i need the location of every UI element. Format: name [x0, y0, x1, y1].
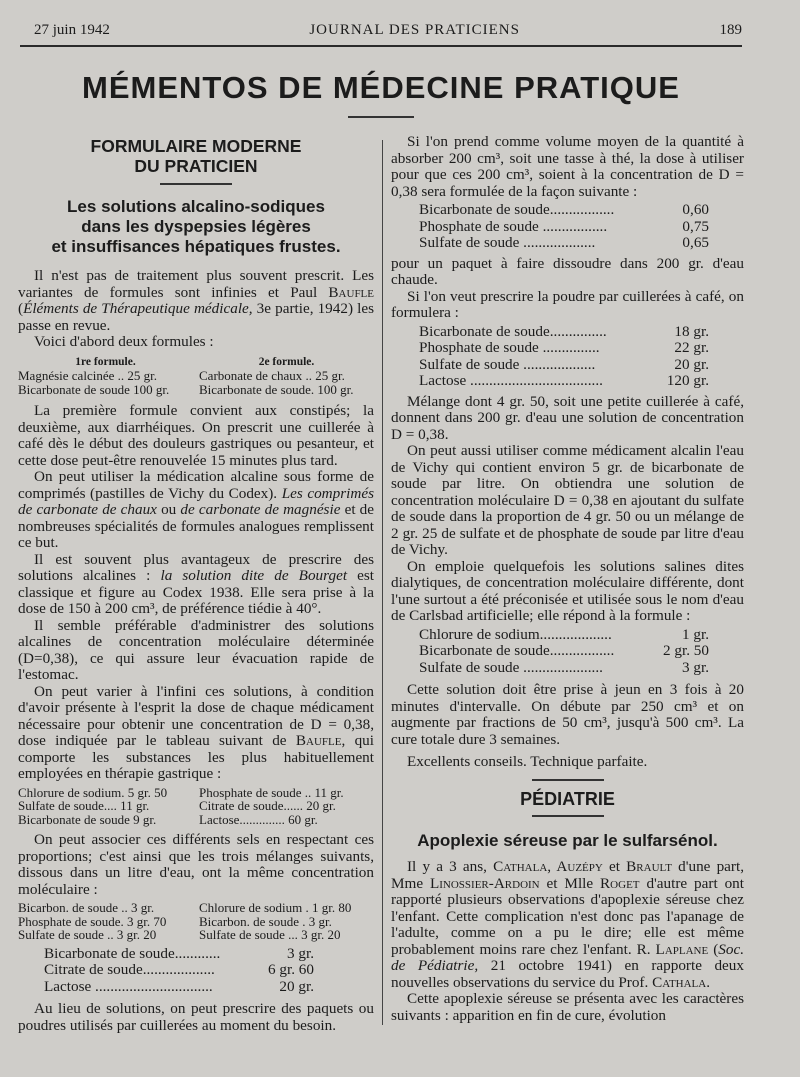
paragraph: On peut associer ces différents sels en respectant ces proportions; c'est ainsi que les trois mélanges suivants, dissous dans un litre d'eau, ont la même concentration moléculaire : [18, 831, 374, 898]
author-name: Baufle [295, 732, 342, 749]
table-cell: Sulfate de soude ... 3 gr. 20 [199, 927, 341, 942]
paragraph: Cette apoplexie séreuse se présenta avec les caractères suivants : apparition en fin de cure, évolution [391, 990, 744, 1024]
formula-row: Bicarbonate de soude............... 18 gr. [419, 322, 709, 340]
concentration-table [18, 786, 374, 827]
table-cell: Bicarbon. de soude . 3 gr. [199, 913, 332, 929]
mixtures-table [18, 901, 374, 942]
table-cell: Bicarbon. de soude .. 3 gr. [18, 900, 155, 915]
formula-row: Sulfate de soude ................... 20 gr. [419, 355, 709, 373]
paragraph: Si l'on prend comme volume moyen de la quantité à absorber 200 cm³, soit une tasse à thé, la dose à utiliser pour que ces 200 cm³, soient à la concentration de D = 0,38 sera formulée de la façon suivante : [391, 133, 744, 200]
paragraph: Cette solution doit être prise à jeun en 3 fois à 20 minutes d'intervalle. On débute par 250 cm³ et on augmente par fractions de 50 cm³, jusqu'à 500 cm³. La cure totale dure 3 semaines. [391, 681, 744, 748]
paragraph: Il est souvent plus avantageux de prescrire des solutions alcalines : la solution dite de Bourget est classique et figure au Codex 1938. Elle sera prise à la dose de 150 à 200 cm³, de préférence tiédie à 40°. [18, 550, 375, 617]
right-column [391, 134, 744, 1024]
paragraph: Si l'on veut prescrire la poudre par cuillerées à café, on formulera : [391, 287, 744, 321]
paragraph: Il n'est pas de traitement plus souvent prescrit. Les variantes de formules sont infinies et Paul Baufle (Éléments de Thérapeutique médicale, 3e partie, 1942) les passe en revue. [18, 267, 374, 334]
paragraph: La première formule convient aux constipés; la deuxième, aux diarrhéiques. On prescrit une cuillerée à café dès le début des douleurs gastriques ou pesanteur, et cette dose peut-être renouvelée 15 minutes plus tard. [18, 402, 374, 469]
formula-list [419, 202, 709, 252]
formula-row: Sulfate de soude ..................... 3 gr. [419, 658, 709, 676]
formula-row: Sulfate de soude ................... 0,65 [419, 234, 709, 251]
formula-row: Bicarbonate de soude................. 2 gr. 50 [419, 642, 709, 659]
section-heading-pediatrie: PÉDIATRIE [520, 788, 615, 809]
formula-row: Phosphate de soude ................. 0,75 [419, 217, 709, 235]
header-date: 27 juin 1942 [34, 22, 110, 38]
formula-row: Chlorure de sodium................... 1 gr. [419, 625, 709, 643]
paragraph: Il y a 3 ans, Cathala, Auzépy et Brault d'une part, Mme Linossier-Ardoin et Mlle Roget d'autre part ont rapporté plusieurs observations d'apoplexie séreuse chez l'enfant. Cette complication n'est donc pas l'apanage de l'adulte, comme on a pu le dire; elle est même probablement moins rare chez l'enfant. R. Laplane (Soc. de Pédiatrie, 21 octobre 1941) en rapporte deux nouvelles observations du service du Prof. Cathala. [391, 858, 744, 991]
author-name: Baufle [328, 283, 374, 301]
formula-list [44, 946, 314, 996]
subhead-line-1: Les solutions alcalino-sodiques [67, 197, 325, 216]
table-cell: Phosphate de soude. 3 gr. 70 [18, 913, 167, 929]
heading-line-2: DU PRATICIEN [134, 156, 258, 176]
table-cell: Phosphate de soude .. 11 gr. [199, 784, 344, 800]
formula-row: Lactose ................................... 120 gr. [419, 372, 709, 389]
subhead-line-3: et insuffisances hépatiques frustes. [51, 237, 341, 256]
table-cell: Chlorure de sodium . 1 gr. 80 [199, 900, 352, 915]
header-journal: JOURNAL DES PRATICIENS [309, 22, 520, 38]
book-title: Éléments de Thérapeutique médicale, [23, 300, 253, 317]
formula-line: Carbonate de chaux .. 25 gr. [199, 368, 345, 383]
formula-row: Citrate de soude................... 6 gr. 60 [44, 961, 314, 978]
formula-table-1 [18, 356, 374, 397]
subhead-line-2: dans les dyspepsies légères [81, 217, 311, 236]
left-column [18, 132, 374, 1034]
formula-line: Magnésie calcinée .. 25 gr. [18, 368, 157, 383]
table-cell: Sulfate de soude .. 3 gr. 20 [18, 927, 157, 942]
paragraph: On peut varier à l'infini ces solutions, à condition d'avoir présente à l'esprit la dose de chaque médicament nécessaire pour obtenir une concentration de D = 0,38, dose indiquée par le tableau suivant de Baufle, qui comporte les substances les plus habituellement employées en thérapie gastrique : [18, 682, 374, 782]
paragraph: On peut aussi utiliser comme médicament alcalin l'eau de Vichy qui contient environ 5 gr. de bicarbonate de soude par litre. On obtiendra une solution de concentration moléculaire D = 0,38 en ajoutant du sulfate de soude dans la proportion de 4 gr. 50 ou un mélange de 2 gr. 25 de sulfate et de phosphate de soude par litre d'eau de Vichy. [391, 442, 744, 558]
table-cell: Citrate de soude...... 20 gr. [199, 798, 336, 813]
formula-list [419, 627, 709, 677]
table-cell: Lactose.............. 60 gr. [199, 811, 318, 827]
formula-list [419, 324, 709, 390]
paragraph: Il semble préférable d'administrer des solutions alcalines de concentration moléculaire déterminée (D=0,38), ce qui assure leur évacuation rapide de l'estomac. [18, 616, 374, 683]
paragraph: pour un paquet à faire dissoudre dans 200 gr. d'eau chaude. [391, 254, 744, 288]
formula-row: Bicarbonate de soude................. 0,60 [419, 201, 709, 218]
paragraph: Au lieu de solutions, on peut prescrire des paquets ou poudres utilisés par cuillerées au moment du besoin. [18, 1000, 374, 1034]
section-rule [532, 815, 604, 817]
formula-2-heading: 2e formule. [258, 355, 315, 368]
formula-row: Phosphate de soude ............... 22 gr. [419, 339, 709, 356]
table-cell: Bicarbonate de soude 9 gr. [18, 811, 157, 827]
section-rule [532, 779, 604, 781]
article-subhead: Apoplexie séreuse par le sulfarsénol. [417, 831, 718, 850]
article-subhead [18, 197, 374, 257]
table-cell: Sulfate de soude.... 11 gr. [18, 798, 150, 813]
header-rule [20, 45, 742, 47]
column-divider [382, 140, 383, 1025]
paragraph: On peut utiliser la médication alcaline sous forme de comprimés (pastilles de Vichy du Codex). Les comprimés de carbonate de chaux ou de carbonate de magnésie et de nombreuses spécialités de formules analogues remplissent ce but. [18, 468, 375, 551]
formula-line: Bicarbonate de soude 100 gr. [18, 381, 170, 397]
paragraph: Excellents conseils. Technique parfaite. [407, 753, 648, 770]
section-heading [18, 136, 374, 176]
heading-line-1: FORMULAIRE MODERNE [90, 136, 302, 156]
title-rule [348, 116, 414, 118]
formula-1-heading: 1re formule. [75, 355, 136, 368]
formula-row: Bicarbonate de soude............ 3 gr. [44, 944, 314, 962]
formula-line: Bicarbonate de soude. 100 gr. [199, 381, 354, 397]
header-page-number: 189 [719, 22, 742, 38]
formula-row: Lactose ............................... 20 gr. [44, 977, 314, 995]
heading-rule [160, 183, 232, 185]
page-title: MÉMENTOS DE MÉDECINE PRATIQUE [82, 70, 680, 105]
paragraph: Voici d'abord deux formules : [34, 333, 214, 350]
running-header [34, 22, 742, 39]
paragraph: On emploie quelquefois les solutions salines dites dialytiques, de concentration moléculaire différente, dont l'une surtout a été préconisée et utilisée sous le nom d'eau de Carlsbad artificielle; elle répond à la formule : [391, 557, 744, 624]
paragraph: Mélange dont 4 gr. 50, soit une petite cuillerée à café, donnent dans 200 gr. d'eau une solution de concentration D = 0,38. [391, 392, 744, 443]
table-cell: Chlorure de sodium. 5 gr. 50 [18, 784, 168, 800]
